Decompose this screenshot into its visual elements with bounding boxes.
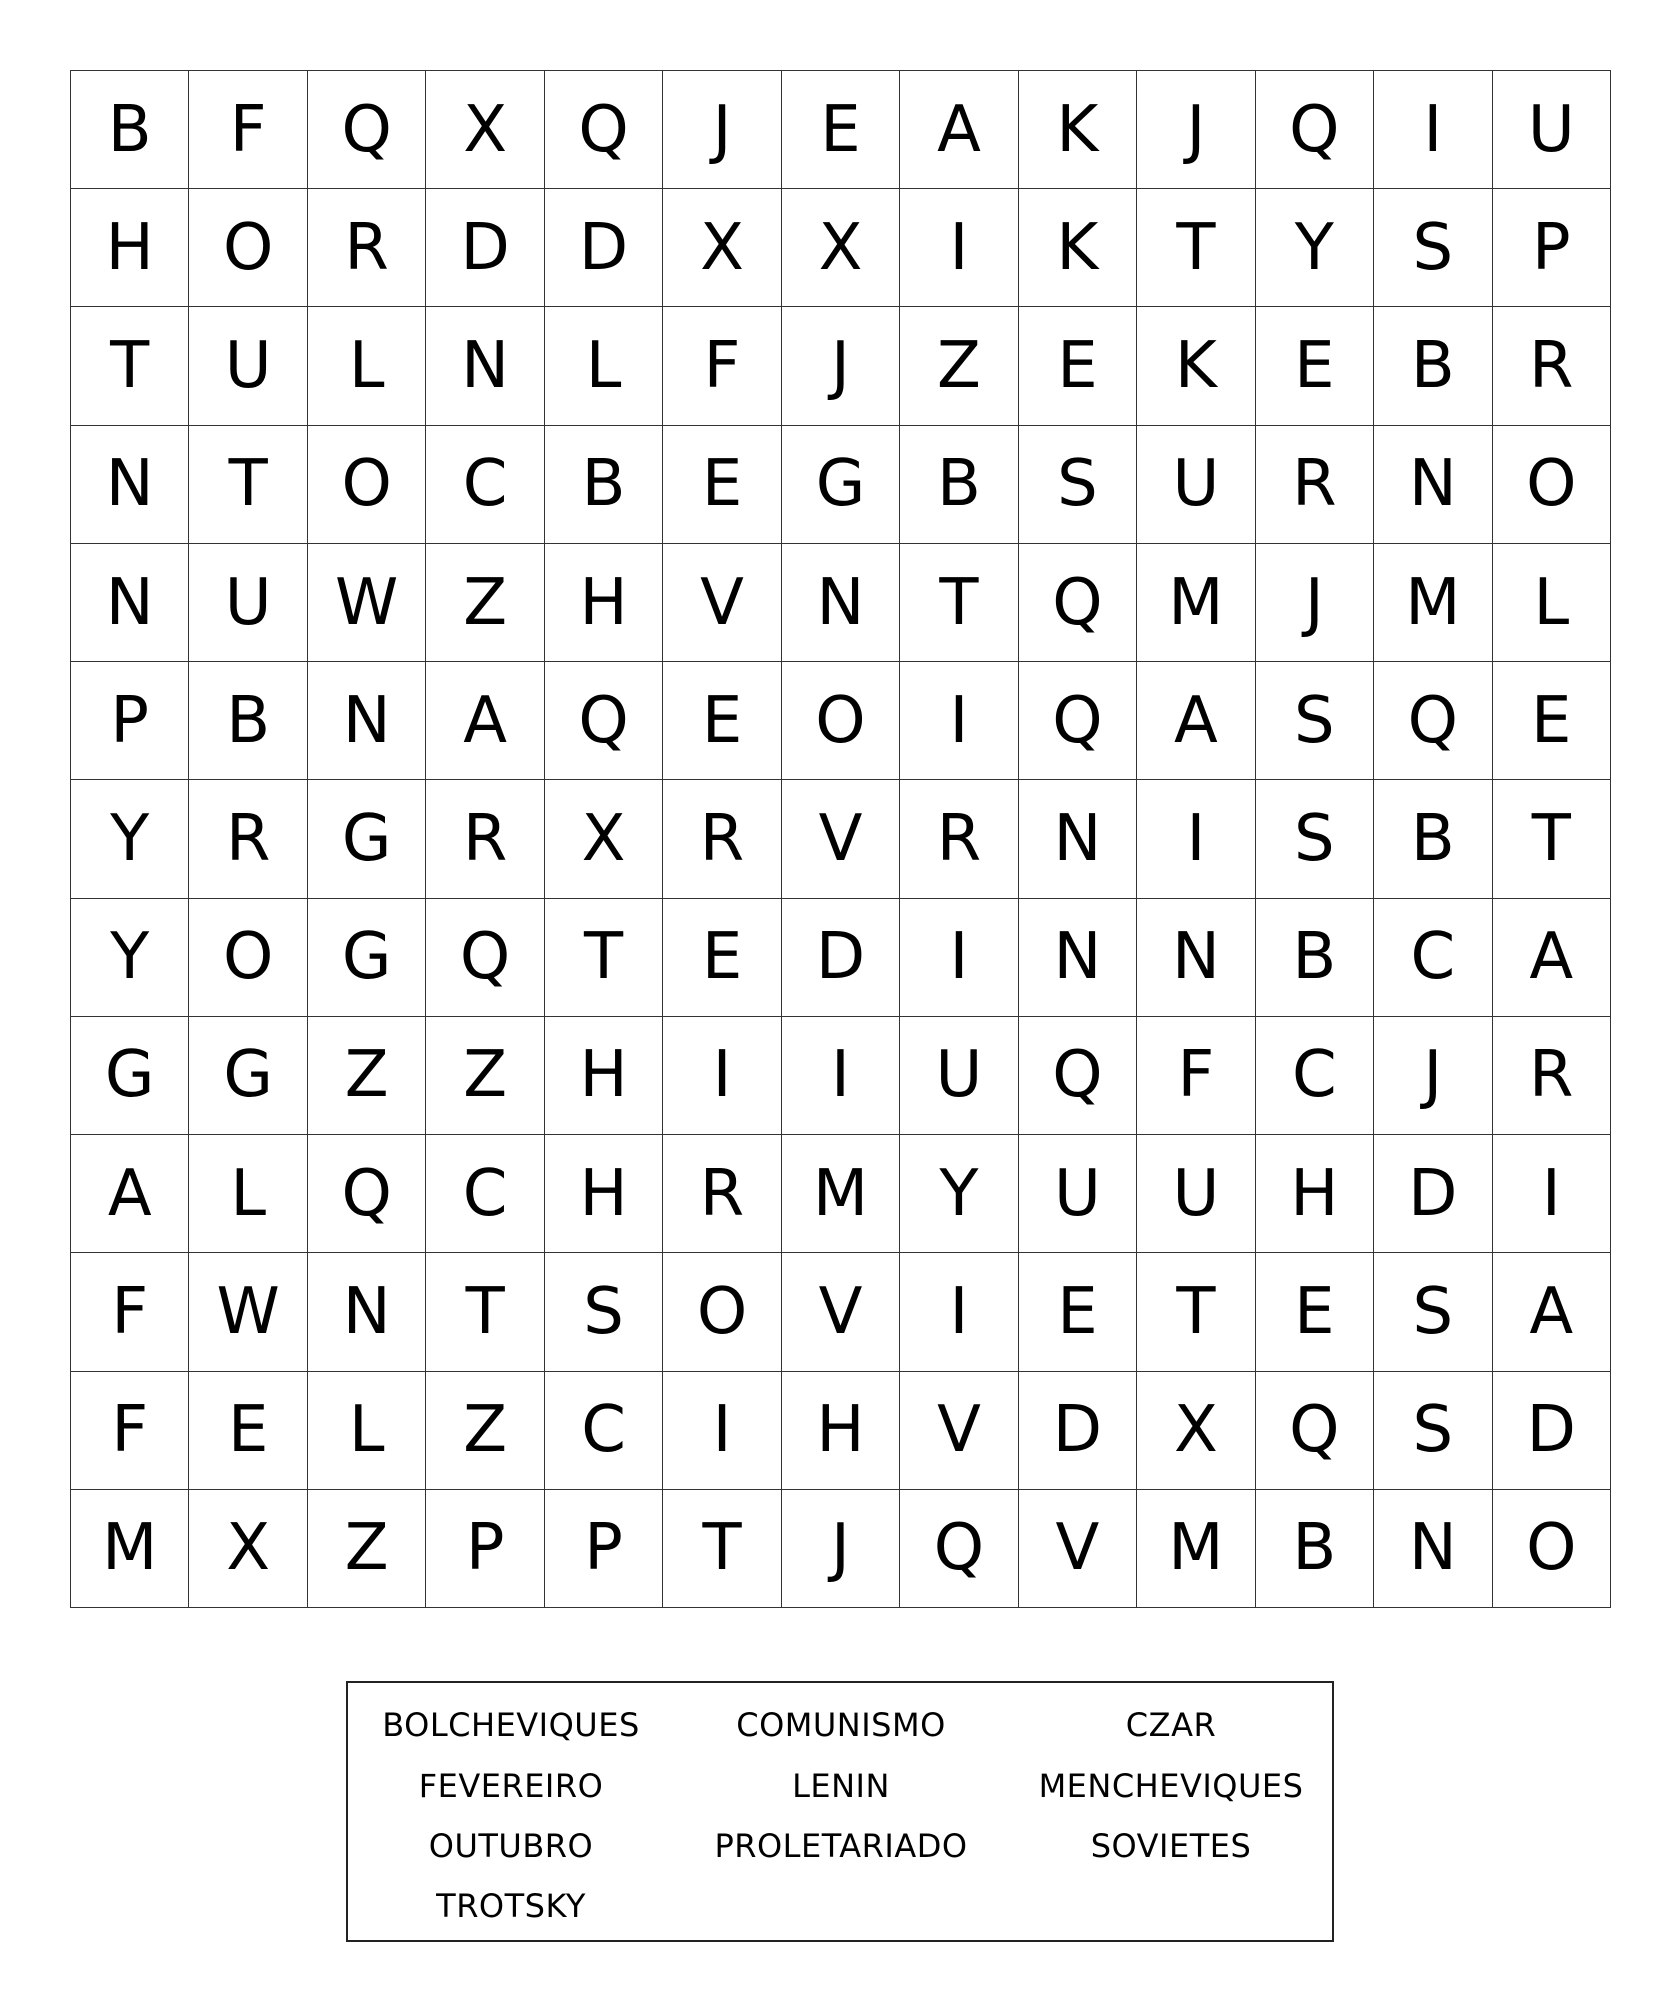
- grid-cell[interactable]: I: [900, 662, 1018, 780]
- grid-cell[interactable]: W: [308, 544, 426, 662]
- grid-cell[interactable]: C: [426, 1135, 544, 1253]
- grid-cell[interactable]: B: [900, 426, 1018, 544]
- grid-cell[interactable]: L: [545, 307, 663, 425]
- grid-cell[interactable]: U: [189, 307, 307, 425]
- grid-cell[interactable]: V: [782, 780, 900, 898]
- grid-cell[interactable]: I: [900, 189, 1018, 307]
- grid-cell[interactable]: I: [663, 1017, 781, 1135]
- grid-cell[interactable]: O: [782, 662, 900, 780]
- grid-cell[interactable]: E: [1256, 307, 1374, 425]
- grid-cell[interactable]: T: [1137, 1253, 1255, 1371]
- grid-cell[interactable]: U: [1137, 1135, 1255, 1253]
- grid-cell[interactable]: K: [1137, 307, 1255, 425]
- grid-cell[interactable]: T: [1493, 780, 1611, 898]
- grid-cell[interactable]: B: [1374, 307, 1492, 425]
- grid-cell[interactable]: M: [782, 1135, 900, 1253]
- grid-cell[interactable]: Q: [426, 899, 544, 1017]
- grid-cell[interactable]: S: [1256, 662, 1374, 780]
- word-list-box: [346, 1681, 1334, 1942]
- grid-cell[interactable]: H: [782, 1372, 900, 1490]
- grid-cell[interactable]: I: [900, 899, 1018, 1017]
- grid-cell[interactable]: H: [545, 544, 663, 662]
- grid-cell[interactable]: Q: [1019, 662, 1137, 780]
- grid-cell[interactable]: N: [308, 662, 426, 780]
- grid-cell[interactable]: R: [900, 780, 1018, 898]
- grid-cell[interactable]: A: [1493, 899, 1611, 1017]
- grid-cell[interactable]: Q: [1019, 544, 1137, 662]
- grid-cell[interactable]: I: [1137, 780, 1255, 898]
- grid-cell[interactable]: P: [71, 662, 189, 780]
- grid-cell[interactable]: E: [189, 1372, 307, 1490]
- grid-cell[interactable]: Z: [308, 1490, 426, 1608]
- grid-cell[interactable]: T: [71, 307, 189, 425]
- grid-cell[interactable]: C: [426, 426, 544, 544]
- grid-cell[interactable]: V: [782, 1253, 900, 1371]
- grid-cell[interactable]: U: [1019, 1135, 1137, 1253]
- grid-cell[interactable]: J: [1137, 71, 1255, 189]
- grid-cell[interactable]: P: [426, 1490, 544, 1608]
- grid-cell[interactable]: G: [308, 780, 426, 898]
- grid-cell[interactable]: P: [1493, 189, 1611, 307]
- grid-cell[interactable]: G: [71, 1017, 189, 1135]
- grid-cell[interactable]: O: [1493, 426, 1611, 544]
- grid-cell[interactable]: A: [900, 71, 1018, 189]
- grid-cell[interactable]: J: [1374, 1017, 1492, 1135]
- word-list-item: LENIN: [792, 1767, 890, 1805]
- grid-cell[interactable]: A: [1137, 662, 1255, 780]
- grid-cell[interactable]: B: [189, 662, 307, 780]
- grid-cell[interactable]: E: [663, 662, 781, 780]
- grid-cell[interactable]: C: [1256, 1017, 1374, 1135]
- grid-cell[interactable]: Q: [545, 71, 663, 189]
- grid-cell[interactable]: D: [1493, 1372, 1611, 1490]
- grid-cell[interactable]: S: [1256, 780, 1374, 898]
- grid-cell[interactable]: D: [426, 189, 544, 307]
- grid-cell[interactable]: Q: [545, 662, 663, 780]
- grid-cell[interactable]: L: [308, 1372, 426, 1490]
- grid-cell[interactable]: I: [663, 1372, 781, 1490]
- grid-cell[interactable]: Z: [426, 1017, 544, 1135]
- grid-cell[interactable]: J: [782, 1490, 900, 1608]
- grid-cell[interactable]: T: [426, 1253, 544, 1371]
- grid-cell[interactable]: I: [782, 1017, 900, 1135]
- grid-cell[interactable]: R: [1493, 1017, 1611, 1135]
- grid-cell[interactable]: S: [1374, 1253, 1492, 1371]
- grid-cell[interactable]: H: [545, 1017, 663, 1135]
- grid-cell[interactable]: O: [308, 426, 426, 544]
- word-list-item: MENCHEVIQUES: [1038, 1767, 1304, 1805]
- word-list-item: BOLCHEVIQUES: [382, 1706, 640, 1744]
- grid-cell[interactable]: N: [71, 426, 189, 544]
- grid-cell[interactable]: K: [1019, 189, 1137, 307]
- grid-cell[interactable]: Z: [426, 544, 544, 662]
- grid-cell[interactable]: I: [1493, 1135, 1611, 1253]
- grid-cell[interactable]: E: [782, 71, 900, 189]
- grid-cell[interactable]: R: [426, 780, 544, 898]
- grid-cell[interactable]: Q: [1374, 662, 1492, 780]
- grid-cell[interactable]: L: [308, 307, 426, 425]
- grid-cell[interactable]: N: [1137, 899, 1255, 1017]
- grid-cell[interactable]: X: [189, 1490, 307, 1608]
- grid-cell[interactable]: E: [1019, 307, 1137, 425]
- grid-cell[interactable]: Z: [426, 1372, 544, 1490]
- grid-cell[interactable]: Z: [900, 307, 1018, 425]
- grid-cell[interactable]: D: [1374, 1135, 1492, 1253]
- grid-cell[interactable]: O: [1493, 1490, 1611, 1608]
- grid-cell[interactable]: F: [189, 71, 307, 189]
- grid-cell[interactable]: H: [545, 1135, 663, 1253]
- grid-cell[interactable]: M: [1137, 544, 1255, 662]
- grid-cell[interactable]: A: [1493, 1253, 1611, 1371]
- grid-cell[interactable]: V: [663, 544, 781, 662]
- grid-cell[interactable]: X: [426, 71, 544, 189]
- grid-cell[interactable]: V: [1019, 1490, 1137, 1608]
- grid-cell[interactable]: D: [1019, 1372, 1137, 1490]
- grid-cell[interactable]: Z: [308, 1017, 426, 1135]
- grid-cell[interactable]: Y: [1256, 189, 1374, 307]
- grid-cell[interactable]: I: [1374, 71, 1492, 189]
- grid-cell[interactable]: B: [1256, 899, 1374, 1017]
- grid-cell[interactable]: P: [545, 1490, 663, 1608]
- grid-cell[interactable]: U: [1493, 71, 1611, 189]
- word-list-item: FEVEREIRO: [418, 1767, 604, 1805]
- grid-cell[interactable]: G: [189, 1017, 307, 1135]
- grid-cell[interactable]: X: [782, 189, 900, 307]
- grid-cell[interactable]: T: [1137, 189, 1255, 307]
- grid-cell[interactable]: B: [1374, 780, 1492, 898]
- grid-cell[interactable]: N: [1374, 426, 1492, 544]
- grid-cell[interactable]: M: [1374, 544, 1492, 662]
- grid-cell[interactable]: A: [426, 662, 544, 780]
- grid-cell[interactable]: Q: [1256, 71, 1374, 189]
- grid-cell[interactable]: N: [426, 307, 544, 425]
- grid-cell[interactable]: Q: [900, 1490, 1018, 1608]
- grid-cell[interactable]: S: [1374, 189, 1492, 307]
- grid-cell[interactable]: N: [308, 1253, 426, 1371]
- grid-cell[interactable]: Q: [1019, 1017, 1137, 1135]
- grid-cell[interactable]: L: [189, 1135, 307, 1253]
- grid-cell[interactable]: Y: [71, 899, 189, 1017]
- grid-cell[interactable]: U: [900, 1017, 1018, 1135]
- grid-cell[interactable]: F: [71, 1253, 189, 1371]
- grid-cell[interactable]: A: [71, 1135, 189, 1253]
- grid-cell[interactable]: E: [1493, 662, 1611, 780]
- grid-cell[interactable]: H: [1256, 1135, 1374, 1253]
- grid-cell[interactable]: G: [782, 426, 900, 544]
- grid-cell[interactable]: Y: [900, 1135, 1018, 1253]
- grid-cell[interactable]: B: [71, 71, 189, 189]
- grid-cell[interactable]: N: [782, 544, 900, 662]
- grid-cell[interactable]: R: [189, 780, 307, 898]
- grid-cell[interactable]: N: [71, 544, 189, 662]
- grid-cell[interactable]: R: [1256, 426, 1374, 544]
- grid-cell[interactable]: R: [663, 780, 781, 898]
- grid-cell[interactable]: Q: [1256, 1372, 1374, 1490]
- grid-cell[interactable]: T: [663, 1490, 781, 1608]
- grid-cell[interactable]: J: [663, 71, 781, 189]
- word-list-item: COMUNISMO: [736, 1706, 946, 1744]
- grid-cell[interactable]: N: [1019, 780, 1137, 898]
- grid-cell[interactable]: E: [1256, 1253, 1374, 1371]
- grid-cell[interactable]: R: [663, 1135, 781, 1253]
- grid-cell[interactable]: B: [1256, 1490, 1374, 1608]
- word-list-item: PROLETARIADO: [714, 1827, 968, 1865]
- word-search-grid: [70, 70, 1611, 1608]
- grid-cell[interactable]: H: [71, 189, 189, 307]
- grid-cell[interactable]: O: [663, 1253, 781, 1371]
- grid-cell[interactable]: E: [663, 899, 781, 1017]
- grid-cell[interactable]: M: [71, 1490, 189, 1608]
- grid-cell[interactable]: Q: [308, 1135, 426, 1253]
- grid-cell[interactable]: Q: [308, 71, 426, 189]
- grid-cell[interactable]: Y: [71, 780, 189, 898]
- grid-cell[interactable]: K: [1019, 71, 1137, 189]
- grid-cell[interactable]: U: [1137, 426, 1255, 544]
- grid-cell[interactable]: E: [663, 426, 781, 544]
- word-list-item: SOVIETES: [1090, 1827, 1252, 1865]
- grid-cell[interactable]: V: [900, 1372, 1018, 1490]
- grid-cell[interactable]: C: [1374, 899, 1492, 1017]
- grid-cell[interactable]: X: [545, 780, 663, 898]
- grid-cell[interactable]: E: [1019, 1253, 1137, 1371]
- grid-cell[interactable]: L: [1493, 544, 1611, 662]
- grid-cell[interactable]: S: [545, 1253, 663, 1371]
- grid-cell[interactable]: O: [189, 189, 307, 307]
- word-list-item: CZAR: [1125, 1706, 1217, 1744]
- grid-cell[interactable]: T: [545, 899, 663, 1017]
- word-list-item: OUTUBRO: [428, 1827, 594, 1865]
- grid-cell[interactable]: X: [663, 189, 781, 307]
- grid-cell[interactable]: X: [1137, 1372, 1255, 1490]
- grid-cell[interactable]: M: [1137, 1490, 1255, 1608]
- grid-cell[interactable]: T: [189, 426, 307, 544]
- grid-cell[interactable]: J: [782, 307, 900, 425]
- word-list-item: TROTSKY: [436, 1887, 586, 1925]
- grid-cell[interactable]: O: [189, 899, 307, 1017]
- grid-cell[interactable]: B: [545, 426, 663, 544]
- grid-cell[interactable]: F: [71, 1372, 189, 1490]
- grid-cell[interactable]: N: [1019, 899, 1137, 1017]
- grid-cell[interactable]: D: [545, 189, 663, 307]
- grid-cell[interactable]: N: [1374, 1490, 1492, 1608]
- grid-cell[interactable]: F: [663, 307, 781, 425]
- grid-cell[interactable]: S: [1019, 426, 1137, 544]
- grid-cell[interactable]: T: [900, 544, 1018, 662]
- grid-cell[interactable]: G: [308, 899, 426, 1017]
- grid-cell[interactable]: J: [1256, 544, 1374, 662]
- grid-cell[interactable]: U: [189, 544, 307, 662]
- grid-cell[interactable]: W: [189, 1253, 307, 1371]
- grid-cell[interactable]: F: [1137, 1017, 1255, 1135]
- grid-cell[interactable]: R: [1493, 307, 1611, 425]
- grid-cell[interactable]: R: [308, 189, 426, 307]
- grid-cell[interactable]: C: [545, 1372, 663, 1490]
- grid-cell[interactable]: S: [1374, 1372, 1492, 1490]
- grid-cell[interactable]: D: [782, 899, 900, 1017]
- grid-cell[interactable]: I: [900, 1253, 1018, 1371]
